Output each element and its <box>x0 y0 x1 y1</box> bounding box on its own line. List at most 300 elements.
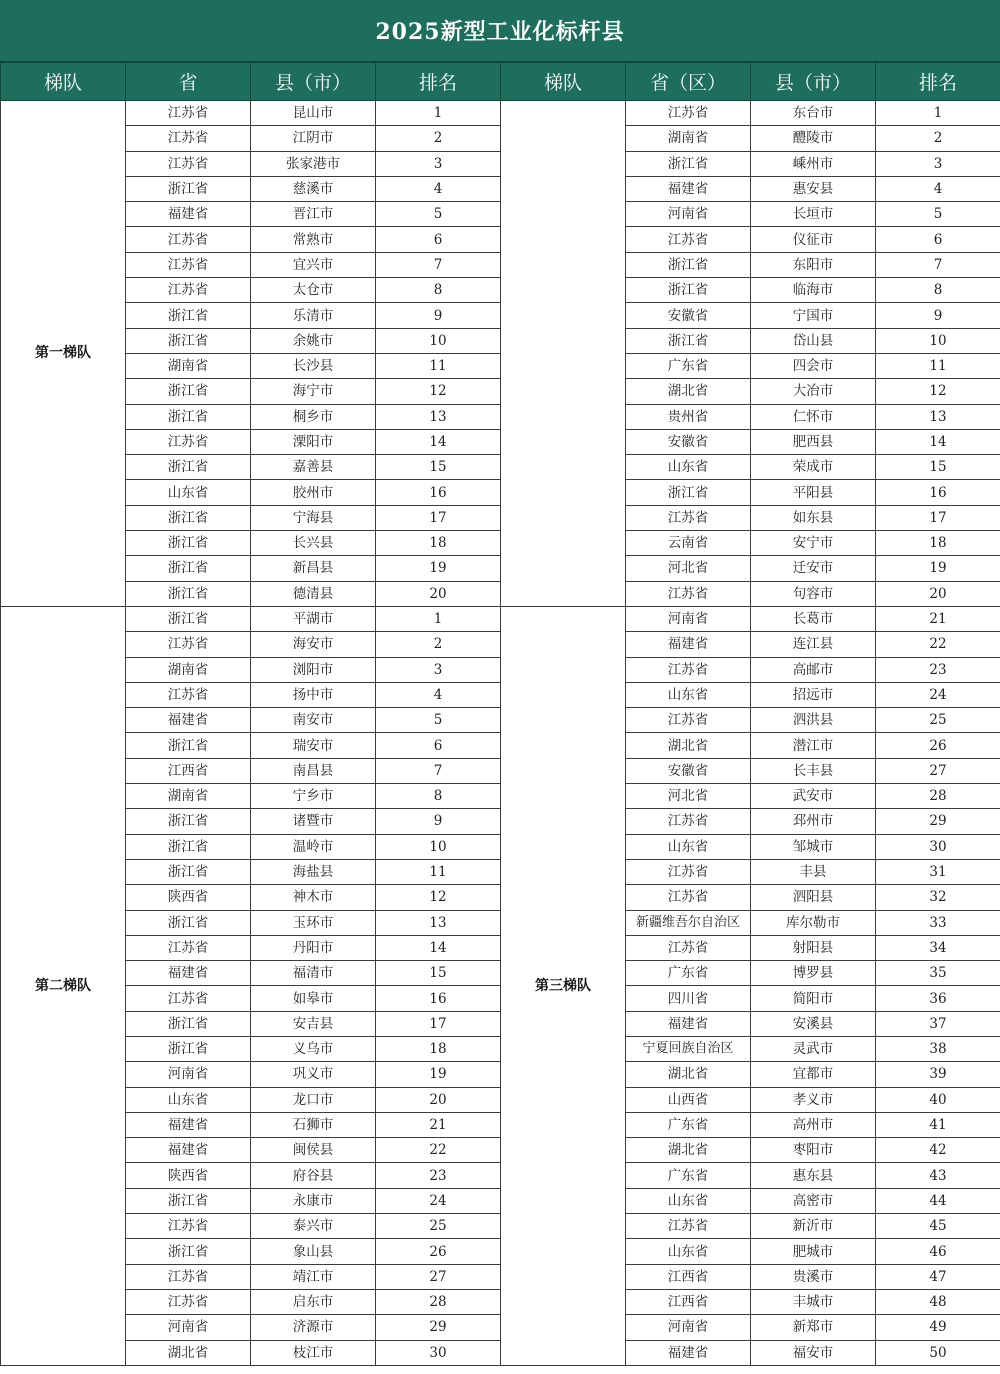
county-cell: 惠安县 <box>751 176 876 201</box>
rank-cell: 17 <box>876 505 1000 530</box>
rank-cell: 5 <box>876 202 1000 227</box>
county-cell: 福清市 <box>251 961 376 986</box>
county-cell: 四会市 <box>751 353 876 378</box>
county-cell: 宜兴市 <box>251 252 376 277</box>
rank-cell: 9 <box>376 303 501 328</box>
table-row <box>1 1239 1000 1264</box>
county-cell: 潜江市 <box>751 733 876 758</box>
header-row <box>1 63 1000 101</box>
province-cell: 浙江省 <box>126 176 251 201</box>
table-row <box>1 682 1000 707</box>
province-cell: 新疆维吾尔自治区 <box>626 910 751 935</box>
table-row <box>1 1163 1000 1188</box>
province-cell: 江苏省 <box>126 1289 251 1314</box>
table-row <box>1 1315 1000 1340</box>
province-cell: 陕西省 <box>126 885 251 910</box>
province-cell: 浙江省 <box>126 404 251 429</box>
province-cell: 安徽省 <box>626 429 751 454</box>
rank-cell: 6 <box>376 227 501 252</box>
county-cell: 胶州市 <box>251 480 376 505</box>
province-cell: 湖南省 <box>126 784 251 809</box>
table-row <box>1 429 1000 454</box>
county-cell: 瑞安市 <box>251 733 376 758</box>
province-cell: 浙江省 <box>626 328 751 353</box>
rank-cell: 35 <box>876 961 1000 986</box>
rank-cell: 1 <box>376 101 501 126</box>
province-cell: 江苏省 <box>626 708 751 733</box>
province-cell: 广东省 <box>626 961 751 986</box>
county-cell: 象山县 <box>251 1239 376 1264</box>
benchmark-county-table <box>0 62 1000 1366</box>
county-cell: 高密市 <box>751 1188 876 1213</box>
rank-cell: 17 <box>376 505 501 530</box>
table-row <box>1 303 1000 328</box>
province-cell: 福建省 <box>126 708 251 733</box>
province-cell: 福建省 <box>126 202 251 227</box>
province-cell: 浙江省 <box>126 531 251 556</box>
table-row <box>1 101 1000 126</box>
table-row <box>1 632 1000 657</box>
province-cell: 江苏省 <box>126 101 251 126</box>
province-cell: 江苏省 <box>126 1214 251 1239</box>
county-cell: 贵溪市 <box>751 1264 876 1289</box>
province-cell: 浙江省 <box>126 505 251 530</box>
province-cell: 江苏省 <box>626 935 751 960</box>
county-cell: 龙口市 <box>251 1087 376 1112</box>
province-cell: 江苏省 <box>126 227 251 252</box>
county-cell: 平阳县 <box>751 480 876 505</box>
rank-cell: 1 <box>876 101 1000 126</box>
county-cell: 连江县 <box>751 632 876 657</box>
province-cell: 浙江省 <box>126 328 251 353</box>
rank-cell: 31 <box>876 859 1000 884</box>
rank-cell: 30 <box>376 1340 501 1365</box>
table-row <box>1 910 1000 935</box>
county-cell: 安宁市 <box>751 531 876 556</box>
table-row <box>1 1188 1000 1213</box>
table-body <box>1 101 1000 1366</box>
rank-cell: 9 <box>876 303 1000 328</box>
county-cell: 简阳市 <box>751 986 876 1011</box>
rank-cell: 21 <box>876 606 1000 631</box>
county-cell: 惠东县 <box>751 1163 876 1188</box>
county-cell: 博罗县 <box>751 961 876 986</box>
province-cell: 福建省 <box>126 1138 251 1163</box>
province-cell: 江苏省 <box>626 101 751 126</box>
county-cell: 义乌市 <box>251 1036 376 1061</box>
province-cell: 河南省 <box>126 1315 251 1340</box>
rank-cell: 20 <box>876 581 1000 606</box>
rank-cell: 3 <box>376 151 501 176</box>
province-cell: 浙江省 <box>626 252 751 277</box>
rank-cell: 29 <box>876 809 1000 834</box>
county-cell: 靖江市 <box>251 1264 376 1289</box>
province-cell: 江西省 <box>626 1264 751 1289</box>
table-row <box>1 227 1000 252</box>
province-cell: 广东省 <box>626 353 751 378</box>
rank-cell: 2 <box>876 126 1000 151</box>
province-cell: 浙江省 <box>126 809 251 834</box>
county-cell: 枣阳市 <box>751 1138 876 1163</box>
rank-cell: 44 <box>876 1188 1000 1213</box>
rank-cell: 13 <box>376 910 501 935</box>
province-cell: 湖北省 <box>626 1138 751 1163</box>
rank-cell: 14 <box>376 935 501 960</box>
table-row <box>1 986 1000 1011</box>
rank-cell: 41 <box>876 1112 1000 1137</box>
rank-cell: 8 <box>376 784 501 809</box>
county-cell: 长垣市 <box>751 202 876 227</box>
province-cell: 福建省 <box>126 1112 251 1137</box>
county-cell: 昆山市 <box>251 101 376 126</box>
county-cell: 江阴市 <box>251 126 376 151</box>
rank-cell: 33 <box>876 910 1000 935</box>
province-cell: 浙江省 <box>126 1011 251 1036</box>
province-cell: 江苏省 <box>126 682 251 707</box>
table-row <box>1 379 1000 404</box>
header-rank-left: 排名 <box>376 63 501 101</box>
county-cell: 库尔勒市 <box>751 910 876 935</box>
table-row <box>1 657 1000 682</box>
province-cell: 江苏省 <box>626 885 751 910</box>
rank-cell: 7 <box>376 758 501 783</box>
county-cell: 玉环市 <box>251 910 376 935</box>
rank-cell: 24 <box>376 1188 501 1213</box>
county-cell: 常熟市 <box>251 227 376 252</box>
county-cell: 慈溪市 <box>251 176 376 201</box>
rank-cell: 5 <box>376 708 501 733</box>
table-row <box>1 1214 1000 1239</box>
rank-cell: 11 <box>876 353 1000 378</box>
province-cell: 浙江省 <box>126 733 251 758</box>
table-row <box>1 859 1000 884</box>
table-row <box>1 935 1000 960</box>
county-cell: 福安市 <box>751 1340 876 1365</box>
county-cell: 招远市 <box>751 682 876 707</box>
rank-cell: 42 <box>876 1138 1000 1163</box>
rank-cell: 4 <box>376 682 501 707</box>
county-cell: 邹城市 <box>751 834 876 859</box>
rank-cell: 30 <box>876 834 1000 859</box>
rank-cell: 10 <box>376 834 501 859</box>
county-cell: 丹阳市 <box>251 935 376 960</box>
province-cell: 江西省 <box>626 1289 751 1314</box>
county-cell: 新昌县 <box>251 556 376 581</box>
county-cell: 长兴县 <box>251 531 376 556</box>
table-row <box>1 834 1000 859</box>
table-row <box>1 328 1000 353</box>
province-cell: 江苏省 <box>626 657 751 682</box>
rank-cell: 25 <box>376 1214 501 1239</box>
county-cell: 启东市 <box>251 1289 376 1314</box>
table-row <box>1 126 1000 151</box>
rank-cell: 3 <box>876 151 1000 176</box>
table-row <box>1 480 1000 505</box>
tier-label-third: 第三梯队 <box>501 606 626 1365</box>
rank-cell: 20 <box>376 581 501 606</box>
rank-cell: 26 <box>876 733 1000 758</box>
rank-cell: 11 <box>376 353 501 378</box>
rank-cell: 22 <box>376 1138 501 1163</box>
province-cell: 湖南省 <box>126 353 251 378</box>
county-cell: 济源市 <box>251 1315 376 1340</box>
county-cell: 扬中市 <box>251 682 376 707</box>
table-row <box>1 353 1000 378</box>
county-cell: 丰县 <box>751 859 876 884</box>
county-cell: 肥城市 <box>751 1239 876 1264</box>
county-cell: 溧阳市 <box>251 429 376 454</box>
rank-cell: 8 <box>376 278 501 303</box>
county-cell: 邳州市 <box>751 809 876 834</box>
county-cell: 张家港市 <box>251 151 376 176</box>
rank-cell: 10 <box>376 328 501 353</box>
province-cell: 山东省 <box>626 682 751 707</box>
county-cell: 东阳市 <box>751 252 876 277</box>
county-cell: 枝江市 <box>251 1340 376 1365</box>
province-cell: 浙江省 <box>126 1188 251 1213</box>
province-cell: 湖北省 <box>626 1062 751 1087</box>
county-cell: 平湖市 <box>251 606 376 631</box>
county-cell: 永康市 <box>251 1188 376 1213</box>
province-cell: 湖南省 <box>126 657 251 682</box>
table-row <box>1 1340 1000 1365</box>
rank-cell: 50 <box>876 1340 1000 1365</box>
county-cell: 嘉善县 <box>251 455 376 480</box>
province-cell: 安徽省 <box>626 303 751 328</box>
province-cell: 山东省 <box>626 455 751 480</box>
table-row <box>1 733 1000 758</box>
province-cell: 河南省 <box>626 606 751 631</box>
province-cell: 江苏省 <box>126 151 251 176</box>
province-cell: 河南省 <box>626 202 751 227</box>
county-cell: 醴陵市 <box>751 126 876 151</box>
rank-cell: 29 <box>376 1315 501 1340</box>
rank-cell: 25 <box>876 708 1000 733</box>
tier-label-first: 第一梯队 <box>1 101 126 607</box>
tier-cell-empty <box>501 101 626 607</box>
province-cell: 福建省 <box>626 632 751 657</box>
county-cell: 诸暨市 <box>251 809 376 834</box>
county-cell: 余姚市 <box>251 328 376 353</box>
county-cell: 高州市 <box>751 1112 876 1137</box>
rank-cell: 18 <box>376 531 501 556</box>
table-row <box>1 505 1000 530</box>
rank-cell: 22 <box>876 632 1000 657</box>
rank-cell: 15 <box>376 455 501 480</box>
rank-cell: 4 <box>376 176 501 201</box>
county-cell: 射阳县 <box>751 935 876 960</box>
province-cell: 安徽省 <box>626 758 751 783</box>
rank-cell: 14 <box>376 429 501 454</box>
rank-cell: 20 <box>376 1087 501 1112</box>
province-cell: 福建省 <box>626 1340 751 1365</box>
county-cell: 海宁市 <box>251 379 376 404</box>
table-row <box>1 1036 1000 1061</box>
header-county-left: 县（市） <box>251 63 376 101</box>
rank-cell: 5 <box>376 202 501 227</box>
county-cell: 宜都市 <box>751 1062 876 1087</box>
rank-cell: 37 <box>876 1011 1000 1036</box>
rank-cell: 10 <box>876 328 1000 353</box>
province-cell: 江苏省 <box>626 227 751 252</box>
rank-cell: 3 <box>376 657 501 682</box>
province-cell: 浙江省 <box>626 480 751 505</box>
rank-cell: 16 <box>376 986 501 1011</box>
county-cell: 闽侯县 <box>251 1138 376 1163</box>
rank-cell: 34 <box>876 935 1000 960</box>
province-cell: 浙江省 <box>126 379 251 404</box>
province-cell: 山东省 <box>126 1087 251 1112</box>
county-cell: 晋江市 <box>251 202 376 227</box>
rank-cell: 2 <box>376 126 501 151</box>
province-cell: 河南省 <box>126 1062 251 1087</box>
county-cell: 乐清市 <box>251 303 376 328</box>
rank-cell: 13 <box>376 404 501 429</box>
county-cell: 府谷县 <box>251 1163 376 1188</box>
province-cell: 河南省 <box>626 1315 751 1340</box>
rank-cell: 1 <box>376 606 501 631</box>
rank-cell: 2 <box>376 632 501 657</box>
province-cell: 江苏省 <box>626 1214 751 1239</box>
province-cell: 浙江省 <box>126 455 251 480</box>
rank-cell: 6 <box>376 733 501 758</box>
rank-cell: 13 <box>876 404 1000 429</box>
county-cell: 泰兴市 <box>251 1214 376 1239</box>
rank-cell: 43 <box>876 1163 1000 1188</box>
county-cell: 温岭市 <box>251 834 376 859</box>
rank-cell: 19 <box>876 556 1000 581</box>
province-cell: 江苏省 <box>626 505 751 530</box>
county-cell: 临海市 <box>751 278 876 303</box>
rank-cell: 28 <box>376 1289 501 1314</box>
table-row <box>1 556 1000 581</box>
county-cell: 如皋市 <box>251 986 376 1011</box>
province-cell: 江西省 <box>126 758 251 783</box>
rank-cell: 27 <box>876 758 1000 783</box>
province-cell: 浙江省 <box>626 151 751 176</box>
county-cell: 海安市 <box>251 632 376 657</box>
county-cell: 荣成市 <box>751 455 876 480</box>
province-cell: 四川省 <box>626 986 751 1011</box>
rank-cell: 48 <box>876 1289 1000 1314</box>
province-cell: 浙江省 <box>126 834 251 859</box>
table-row <box>1 278 1000 303</box>
province-cell: 浙江省 <box>126 606 251 631</box>
rank-cell: 39 <box>876 1062 1000 1087</box>
province-cell: 浙江省 <box>126 303 251 328</box>
province-cell: 浙江省 <box>126 581 251 606</box>
county-cell: 泗阳县 <box>751 885 876 910</box>
province-cell: 浙江省 <box>126 859 251 884</box>
table-row <box>1 961 1000 986</box>
rank-cell: 12 <box>376 379 501 404</box>
county-cell: 新郑市 <box>751 1315 876 1340</box>
county-cell: 泗洪县 <box>751 708 876 733</box>
rank-cell: 26 <box>376 1239 501 1264</box>
header-tier-right: 梯队 <box>501 63 626 101</box>
county-cell: 神木市 <box>251 885 376 910</box>
province-cell: 湖北省 <box>626 379 751 404</box>
table-row <box>1 1062 1000 1087</box>
table-row <box>1 1112 1000 1137</box>
county-cell: 嵊州市 <box>751 151 876 176</box>
rank-cell: 28 <box>876 784 1000 809</box>
province-cell: 浙江省 <box>626 278 751 303</box>
county-cell: 东台市 <box>751 101 876 126</box>
province-cell: 广东省 <box>626 1163 751 1188</box>
table-row <box>1 455 1000 480</box>
tier-label-second: 第二梯队 <box>1 606 126 1365</box>
table-row <box>1 581 1000 606</box>
table-row <box>1 758 1000 783</box>
rank-cell: 32 <box>876 885 1000 910</box>
rank-cell: 40 <box>876 1087 1000 1112</box>
province-cell: 江苏省 <box>126 986 251 1011</box>
table-row <box>1 809 1000 834</box>
province-cell: 河北省 <box>626 556 751 581</box>
rank-cell: 23 <box>376 1163 501 1188</box>
rank-cell: 9 <box>376 809 501 834</box>
county-cell: 长丰县 <box>751 758 876 783</box>
rank-cell: 16 <box>376 480 501 505</box>
table-row <box>1 1087 1000 1112</box>
table-row <box>1 1011 1000 1036</box>
rank-cell: 18 <box>876 531 1000 556</box>
county-cell: 孝义市 <box>751 1087 876 1112</box>
county-cell: 南昌县 <box>251 758 376 783</box>
province-cell: 江苏省 <box>126 935 251 960</box>
province-cell: 江苏省 <box>126 632 251 657</box>
county-cell: 迁安市 <box>751 556 876 581</box>
rank-cell: 16 <box>876 480 1000 505</box>
rank-cell: 8 <box>876 278 1000 303</box>
rank-cell: 11 <box>376 859 501 884</box>
province-cell: 河北省 <box>626 784 751 809</box>
province-cell: 贵州省 <box>626 404 751 429</box>
table-row <box>1 531 1000 556</box>
province-cell: 福建省 <box>126 961 251 986</box>
county-cell: 德清县 <box>251 581 376 606</box>
header-rank-right: 排名 <box>876 63 1000 101</box>
county-cell: 丰城市 <box>751 1289 876 1314</box>
county-cell: 新沂市 <box>751 1214 876 1239</box>
rank-cell: 19 <box>376 1062 501 1087</box>
province-cell: 江苏省 <box>126 126 251 151</box>
table-row <box>1 1138 1000 1163</box>
county-cell: 大冶市 <box>751 379 876 404</box>
province-cell: 山东省 <box>626 1188 751 1213</box>
province-cell: 湖南省 <box>626 126 751 151</box>
province-cell: 浙江省 <box>126 556 251 581</box>
rank-cell: 14 <box>876 429 1000 454</box>
rank-cell: 36 <box>876 986 1000 1011</box>
table-row <box>1 708 1000 733</box>
county-cell: 灵武市 <box>751 1036 876 1061</box>
county-cell: 宁国市 <box>751 303 876 328</box>
table-row <box>1 202 1000 227</box>
rank-cell: 6 <box>876 227 1000 252</box>
table-row <box>1 784 1000 809</box>
table-row <box>1 252 1000 277</box>
province-cell: 浙江省 <box>126 1239 251 1264</box>
rank-cell: 12 <box>876 379 1000 404</box>
county-cell: 高邮市 <box>751 657 876 682</box>
table-row <box>1 885 1000 910</box>
county-cell: 宁乡市 <box>251 784 376 809</box>
header-tier-left: 梯队 <box>1 63 126 101</box>
county-cell: 宁海县 <box>251 505 376 530</box>
table-row <box>1 606 1000 631</box>
